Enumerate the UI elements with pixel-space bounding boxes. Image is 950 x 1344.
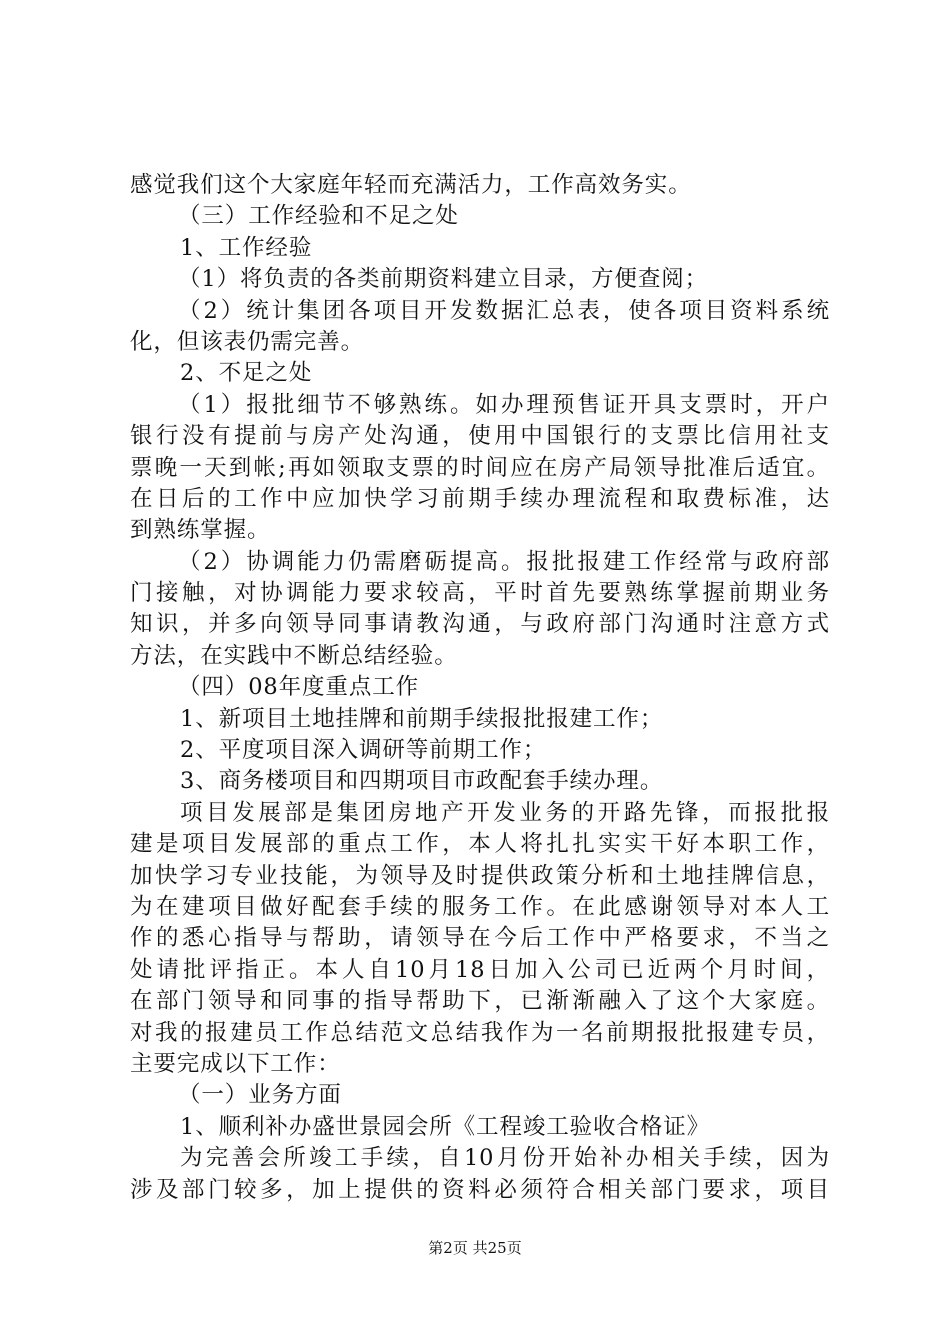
- text-line: 化，但该表仍需完善。: [130, 328, 365, 355]
- text-line: 对我的报建员工作总结范文总结我作为一名前期报批报建专员，: [130, 1019, 830, 1046]
- text-line: 到熟练掌握。: [130, 517, 271, 544]
- list-item: 2、平度项目深入调研等前期工作；: [180, 737, 547, 764]
- list-item: 1、新项目土地挂牌和前期手续报批报建工作；: [180, 705, 664, 732]
- subsection-heading: 1、工作经验: [180, 234, 313, 261]
- section-heading: （一）业务方面: [178, 1082, 342, 1109]
- subsection-heading: 2、不足之处: [180, 360, 313, 387]
- text-line: 涉及部门较多，加上提供的资料必须符合相关部门要求，项目: [130, 1176, 830, 1203]
- list-item: 3、商务楼项目和四期项目市政配套手续办理。: [180, 768, 664, 795]
- text-line: 作的悉心指导与帮助，请领导在今后工作中严格要求，不当之: [130, 925, 830, 952]
- section-heading: （四）08年度重点工作: [178, 674, 420, 701]
- text-line: 项目发展部是集团房地产开发业务的开路先锋，而报批报: [180, 799, 830, 826]
- text-line: 建是项目发展部的重点工作，本人将扎扎实实干好本职工作，: [130, 831, 830, 858]
- text-line: 为完善会所竣工手续，自10月份开始补办相关手续，因为: [180, 1145, 830, 1172]
- page-number-footer: 第2页 共25页: [428, 1239, 522, 1257]
- text-line: 为在建项目做好配套手续的服务工作。在此感谢领导对本人工: [130, 893, 830, 920]
- section-heading: （三）工作经验和不足之处: [178, 203, 459, 230]
- text-line: （2）统计集团各项目开发数据汇总表，使各项目资料系统: [178, 297, 830, 324]
- text-line: 主要完成以下工作：: [130, 1050, 341, 1077]
- text-line: 在日后的工作中应加快学习前期手续办理流程和取费标准，达: [130, 485, 830, 512]
- text-line: 在部门领导和同事的指导帮助下，已渐渐融入了这个大家庭。: [130, 988, 830, 1015]
- subsection-heading: 1、顺利补办盛世景园会所《工程竣工验收合格证》: [180, 1113, 711, 1140]
- text-line: 票晚一天到帐;再如领取支票的时间应在房产局领导批准后适宜。: [130, 454, 830, 481]
- text-line: 加快学习专业技能，为领导及时提供政策分析和土地挂牌信息，: [130, 862, 830, 889]
- text-line: （1）报批细节不够熟练。如办理预售证开具支票时，开户: [178, 391, 830, 418]
- text-line: （2）协调能力仍需磨砺提高。报批报建工作经常与政府部: [178, 548, 830, 575]
- text-line: 方法，在实践中不断总结经验。: [130, 642, 458, 669]
- text-line: （1）将负责的各类前期资料建立目录，方便查阅；: [178, 266, 709, 293]
- text-line: 门接触，对协调能力要求较高，平时首先要熟练掌握前期业务: [130, 580, 830, 607]
- text-line: 处请批评指正。本人自10月18日加入公司已近两个月时间，: [130, 956, 830, 983]
- text-line: 知识，并多向领导同事请教沟通，与政府部门沟通时注意方式: [130, 611, 830, 638]
- document-body: [130, 170, 830, 1206]
- text-line: 感觉我们这个大家庭年轻而充满活力，工作高效务实。: [130, 172, 692, 198]
- text-line: 银行没有提前与房产处沟通，使用中国银行的支票比信用社支: [130, 423, 830, 450]
